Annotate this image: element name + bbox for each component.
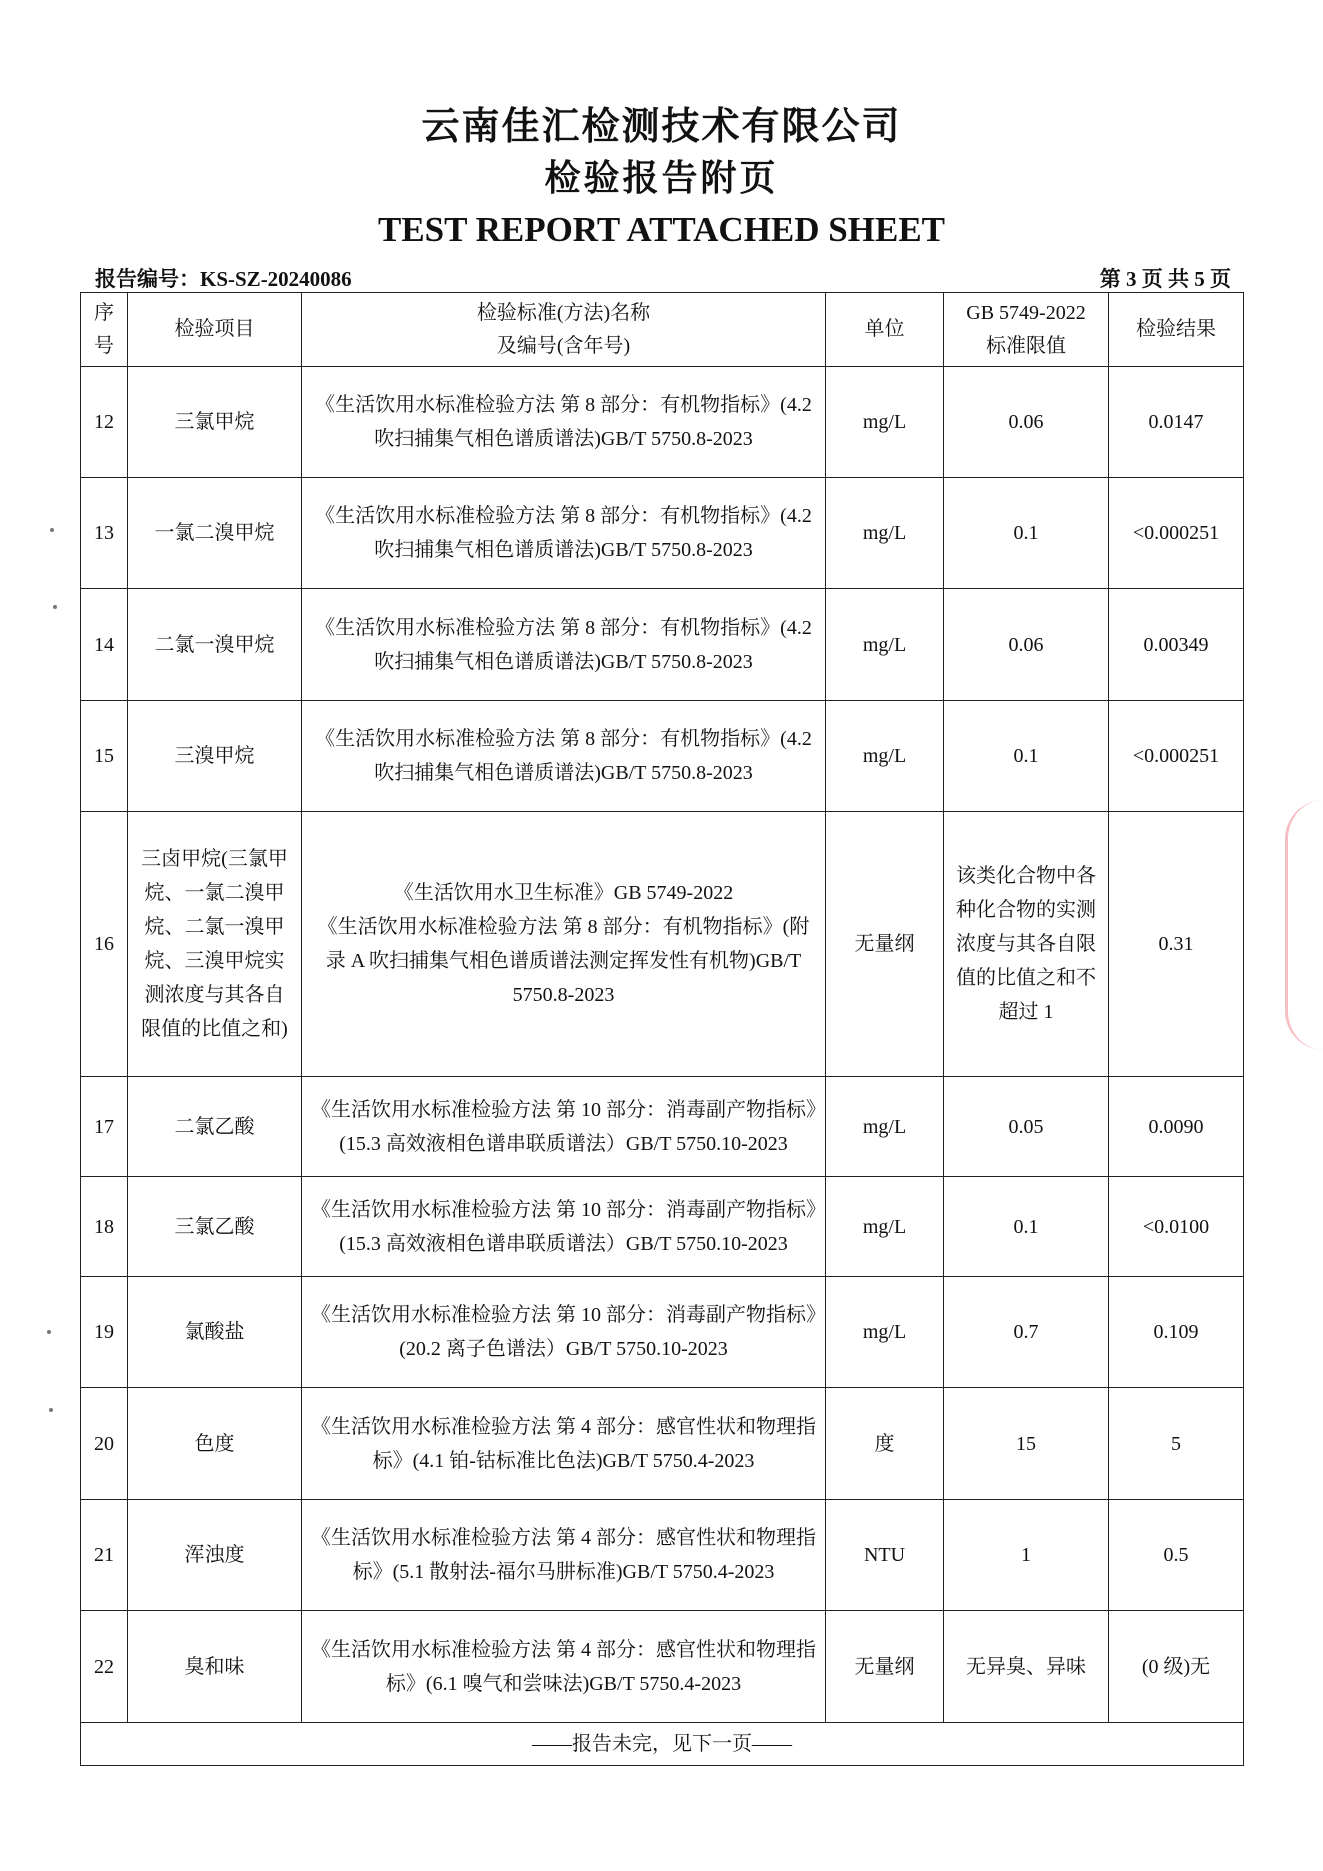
table-header-row [81,293,1244,367]
cell-unit: 无量纲 [826,812,944,1077]
cell-item: 臭和味 [128,1611,302,1723]
cell-unit: mg/L [826,367,944,478]
cell-result: <0.0100 [1109,1177,1244,1277]
cell-item: 二氯乙酸 [128,1077,302,1177]
cell-seq: 21 [81,1500,128,1611]
cell-result: 0.0090 [1109,1077,1244,1177]
cell-seq: 19 [81,1277,128,1388]
table-row [81,1611,1244,1723]
cell-seq: 15 [81,701,128,812]
cell-limit: 0.7 [944,1277,1109,1388]
scan-dot [53,605,57,609]
cell-method: 《生活饮用水标准检验方法 第 8 部分：有机物指标》(4.2 吹扫捕集气相色谱质谱法)GB/T 5750.8-2023 [302,589,826,701]
scan-dot [47,1330,51,1334]
cell-unit: mg/L [826,1177,944,1277]
header-method-line1: 检验标准(方法)名称 [476,301,651,324]
cell-method: 《生活饮用水标准检验方法 第 8 部分：有机物指标》(4.2 吹扫捕集气相色谱质谱法)GB/T 5750.8-2023 [302,478,826,589]
cell-seq: 22 [81,1611,128,1723]
cell-limit: 该类化合物中各种化合物的实测浓度与其各自限值的比值之和不超过 1 [944,812,1109,1077]
cell-item: 色度 [128,1388,302,1500]
cell-limit: 0.06 [944,367,1109,478]
table-row [81,1177,1244,1277]
cell-result: 5 [1109,1388,1244,1500]
continuation-note: ——报告未完，见下一页—— [81,1723,1244,1766]
cell-item: 二氯一溴甲烷 [128,589,302,701]
cell-limit: 0.1 [944,1177,1109,1277]
cell-result: 0.5 [1109,1500,1244,1611]
header-method [302,293,826,367]
cell-seq: 14 [81,589,128,701]
cell-item: 三卤甲烷(三氯甲烷、一氯二溴甲烷、二氯一溴甲烷、三溴甲烷实测浓度与其各自限值的比值之和) [128,812,302,1077]
table-row [81,1077,1244,1177]
report-number-value: KS-SZ-20240086 [200,267,352,291]
cell-result: 0.109 [1109,1277,1244,1388]
cell-method: 《生活饮用水标准检验方法 第 10 部分：消毒副产物指标》(15.3 高效液相色谱串联质谱法）GB/T 5750.10-2023 [302,1177,826,1277]
cell-method: 《生活饮用水标准检验方法 第 10 部分：消毒副产物指标》(20.2 离子色谱法）GB/T 5750.10-2023 [302,1277,826,1388]
header-limit-line1: GB 5749-2022 [966,301,1086,324]
cell-result: 0.31 [1109,812,1244,1077]
cell-method: 《生活饮用水标准检验方法 第 4 部分：感官性状和物理指标》(6.1 嗅气和尝味法)GB/T 5750.4-2023 [302,1611,826,1723]
cell-unit: 度 [826,1388,944,1500]
seal-stamp-fragment [1285,800,1323,1050]
table-row [81,367,1244,478]
cell-limit: 0.06 [944,589,1109,701]
cell-unit: NTU [826,1500,944,1611]
cell-result: <0.000251 [1109,701,1244,812]
cell-seq: 18 [81,1177,128,1277]
cell-item: 三氯乙酸 [128,1177,302,1277]
page-indicator: 第 3 页 共 5 页 [1099,267,1231,291]
cell-unit: mg/L [826,478,944,589]
table-row [81,812,1244,1077]
cell-method: 《生活饮用水标准检验方法 第 4 部分：感官性状和物理指标》(5.1 散射法-福尔马肼标准)GB/T 5750.4-2023 [302,1500,826,1611]
header-seq: 序号 [81,293,128,367]
cell-unit: mg/L [826,589,944,701]
table-row [81,1500,1244,1611]
table-row [81,701,1244,812]
cell-method: 《生活饮用水标准检验方法 第 4 部分：感官性状和物理指标》(4.1 铂-钴标准比色法)GB/T 5750.4-2023 [302,1388,826,1500]
cell-seq: 17 [81,1077,128,1177]
cell-seq: 12 [81,367,128,478]
scan-dot [49,1408,53,1412]
header-limit-line2: 标准限值 [986,334,1066,357]
cell-limit: 无异臭、异味 [944,1611,1109,1723]
cell-limit: 0.1 [944,478,1109,589]
cell-result: <0.000251 [1109,478,1244,589]
cell-seq: 20 [81,1388,128,1500]
header-limit [944,293,1109,367]
company-name: 云南佳汇检测技术有限公司 [421,104,902,148]
cell-limit: 0.05 [944,1077,1109,1177]
report-subtitle: 检验报告附页 [544,158,779,199]
cell-item: 氯酸盐 [128,1277,302,1388]
report-number [95,263,352,293]
table-row [81,1277,1244,1388]
cell-result: 0.00349 [1109,589,1244,701]
cell-item: 浑浊度 [128,1500,302,1611]
cell-item: 三溴甲烷 [128,701,302,812]
cell-unit: mg/L [826,1277,944,1388]
cell-result: (0 级)无 [1109,1611,1244,1723]
table-row [81,478,1244,589]
cell-limit: 1 [944,1500,1109,1611]
cell-unit: 无量纲 [826,1611,944,1723]
results-table [80,292,1244,1766]
cell-item: 三氯甲烷 [128,367,302,478]
cell-item: 一氯二溴甲烷 [128,478,302,589]
header-item: 检验项目 [128,293,302,367]
table-footer-row [81,1723,1244,1766]
report-number-label: 报告编号： [95,267,200,291]
cell-seq: 16 [81,812,128,1077]
cell-method: 《生活饮用水标准检验方法 第 8 部分：有机物指标》(4.2 吹扫捕集气相色谱质谱法)GB/T 5750.8-2023 [302,367,826,478]
report-title-en: TEST REPORT ATTACHED SHEET [377,210,946,249]
cell-result: 0.0147 [1109,367,1244,478]
cell-unit: mg/L [826,1077,944,1177]
cell-method: 《生活饮用水标准检验方法 第 10 部分：消毒副产物指标》(15.3 高效液相色谱串联质谱法）GB/T 5750.10-2023 [302,1077,826,1177]
cell-method: 《生活饮用水标准检验方法 第 8 部分：有机物指标》(4.2 吹扫捕集气相色谱质谱法)GB/T 5750.8-2023 [302,701,826,812]
cell-limit: 15 [944,1388,1109,1500]
cell-seq: 13 [81,478,128,589]
header-result: 检验结果 [1109,293,1244,367]
scan-dot [50,528,54,532]
header-unit: 单位 [826,293,944,367]
cell-unit: mg/L [826,701,944,812]
cell-limit: 0.1 [944,701,1109,812]
table-row [81,1388,1244,1500]
header-method-line2: 及编号(含年号) [496,334,631,357]
cell-method: 《生活饮用水卫生标准》GB 5749-2022 《生活饮用水标准检验方法 第 8 部分：有机物指标》(附录 A 吹扫捕集气相色谱质谱法测定挥发性有机物)GB/T 5750.8-2023 [302,812,826,1077]
table-row [81,589,1244,701]
